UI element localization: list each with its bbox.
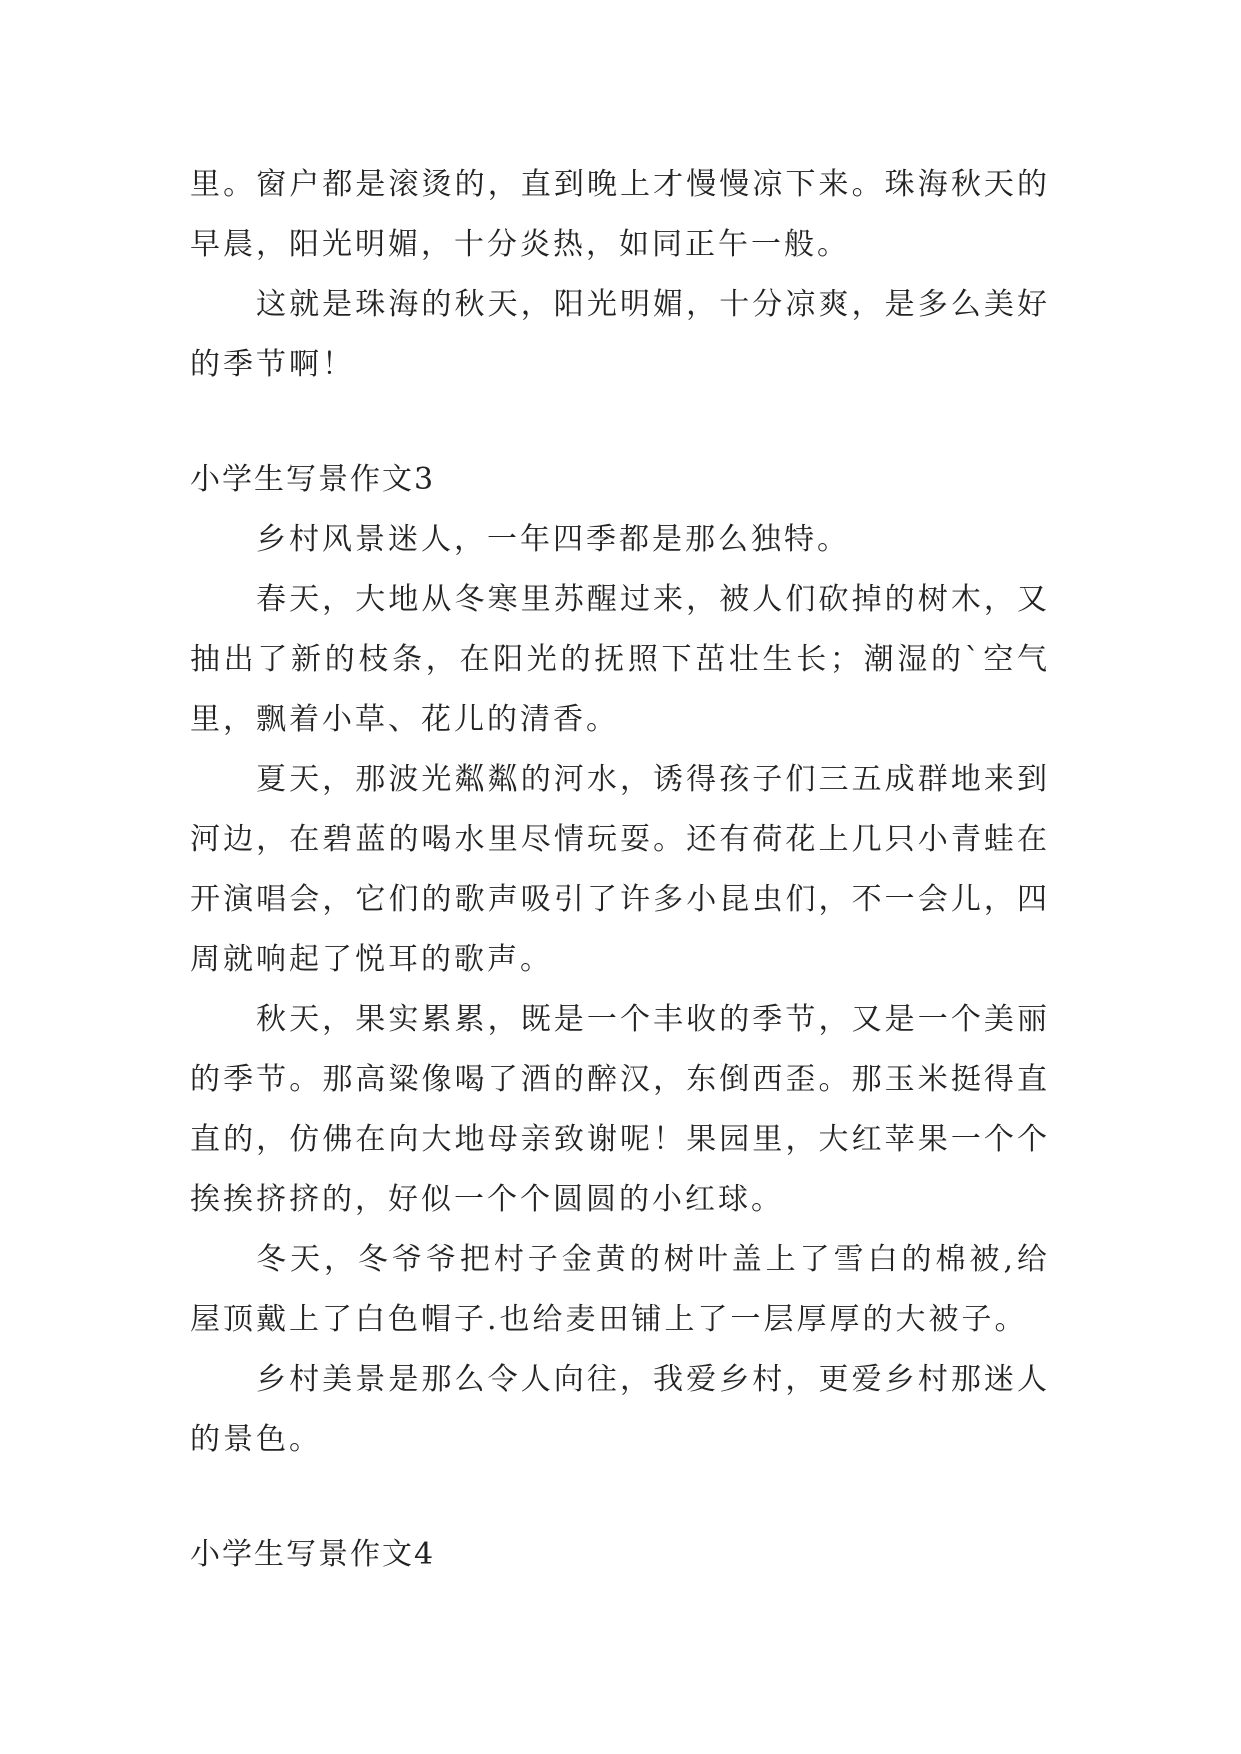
essay-3-heading: 小学生写景作文3 (190, 462, 436, 497)
essay-3-paragraph: 夏天，那波光粼粼的河水，诱得孩子们三五成群地来到河边，在碧蓝的喝水里尽情玩耍。还有荷花上几只小青蛙在开演唱会，它们的歌声吸引了许多小昆虫们，不一会儿，四周就响起了悦耳的歌声。 (190, 762, 1050, 977)
essay-3-paragraph: 乡村风景迷人，一年四季都是那么独特。 (256, 522, 850, 557)
essay-3-paragraph: 秋天，果实累累，既是一个丰收的季节，又是一个美丽的季节。那高粱像喝了酒的醉汉，东倒西歪。那玉米挺得直直的，仿佛在向大地母亲致谢呢！果园里，大红苹果一个个挨挨挤挤的，好似一个个圆圆的小红球。 (190, 1002, 1050, 1217)
essay-3-paragraph: 春天，大地从冬寒里苏醒过来，被人们砍掉的树木，又抽出了新的枝条，在阳光的抚照下茁壮生长；潮湿的`空气里，飘着小草、花儿的清香。 (190, 582, 1050, 737)
essay-3-paragraph: 冬天，冬爷爷把村子金黄的树叶盖上了雪白的棉被,给屋顶戴上了白色帽子.也给麦田铺上了一层厚厚的大被子。 (190, 1242, 1050, 1337)
document-body (190, 155, 1050, 1585)
paragraph-continued: 里。窗户都是滚烫的，直到晚上才慢慢凉下来。珠海秋天的早晨，阳光明媚，十分炎热，如同正午一般。 (190, 167, 1050, 262)
essay-3-paragraph: 乡村美景是那么令人向往，我爱乡村，更爱乡村那迷人的景色。 (190, 1362, 1050, 1457)
essay-4-heading: 小学生写景作文4 (190, 1537, 436, 1572)
paragraph-closing: 这就是珠海的秋天，阳光明媚，十分凉爽，是多么美好的季节啊！ (190, 287, 1050, 382)
